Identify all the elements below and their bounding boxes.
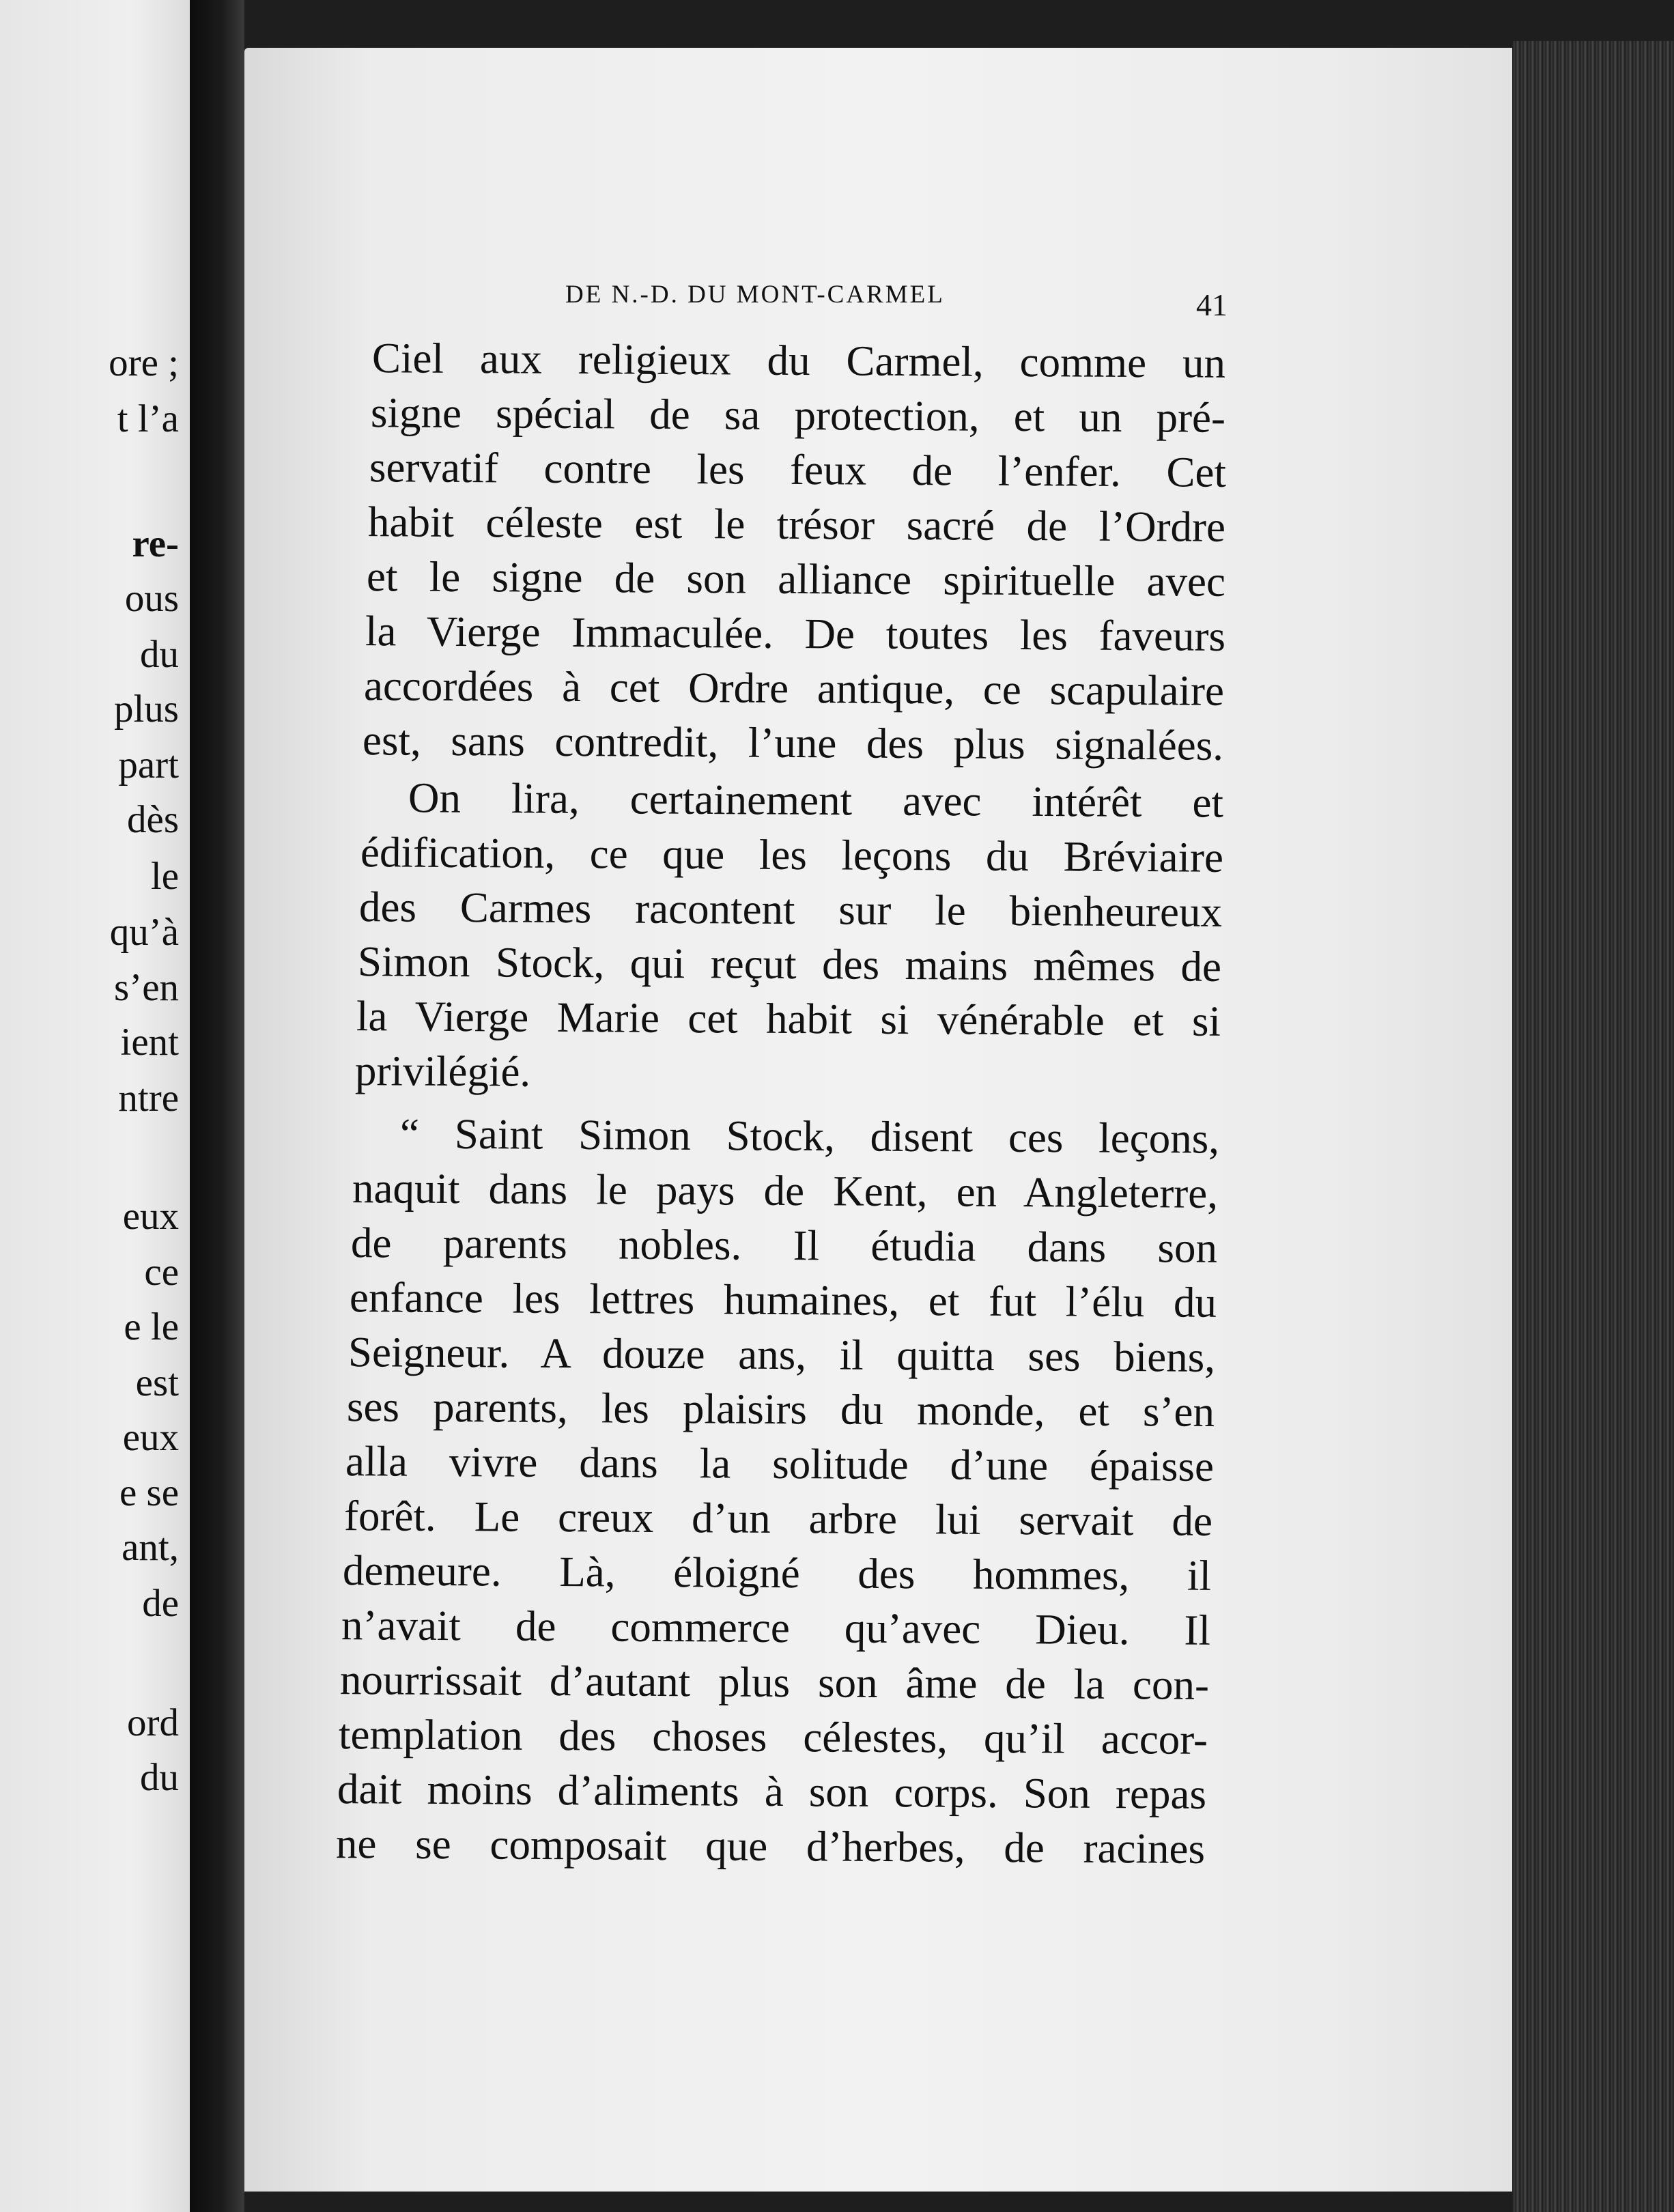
- text-line: ses parents, les plaisirs du monde, et s’en: [346, 1382, 1215, 1436]
- left-page-fragment: part: [118, 743, 179, 786]
- left-page-fragment: ant,: [122, 1526, 179, 1569]
- text-line: dait moins d’aliments à son corps. Son repas: [337, 1765, 1207, 1818]
- text-line: demeure. Là, éloigné des hommes, il: [342, 1546, 1212, 1600]
- left-page-fragment: du: [140, 1756, 179, 1799]
- left-page-fragment: le: [150, 855, 179, 898]
- left-page-fragment: e se: [119, 1471, 179, 1514]
- left-facing-page: [0, 0, 190, 2212]
- left-page-fragment: ord: [127, 1701, 179, 1744]
- text-line: n’avait de commerce qu’avec Dieu. Il: [341, 1601, 1211, 1654]
- left-page-fragment: ntre: [118, 1077, 179, 1120]
- left-page-fragment: re-: [132, 522, 179, 565]
- text-line: Ciel aux religieux du Carmel, comme un: [371, 334, 1226, 387]
- left-page-fragment: plus: [113, 687, 179, 731]
- left-page-fragment: est: [135, 1361, 179, 1404]
- text-line: édification, ce que les leçons du Bréviaire: [360, 828, 1224, 881]
- text-line: ne se composait que d’herbes, de racines: [335, 1819, 1206, 1873]
- left-page-fragment: du: [140, 633, 179, 676]
- text-line: signe spécial de sa protection, et un pré-: [370, 388, 1226, 442]
- text-line: Seigneur. A douze ans, il quitta ses biens,: [347, 1328, 1216, 1381]
- text-line: nourrissait d’autant plus son âme de la con-: [339, 1656, 1210, 1709]
- text-line: la Vierge Marie cet habit si vénérable et si: [356, 992, 1221, 1045]
- running-head: DE N.-D. DU MONT-CARMEL: [565, 281, 945, 309]
- text-line: privilégié.: [354, 1047, 531, 1096]
- text-line: est, sans contredit, l’une des plus signalées.: [362, 716, 1224, 769]
- left-page-fragment: ce: [144, 1251, 179, 1294]
- left-page-fragment: eux: [122, 1416, 179, 1459]
- left-page-fragment: ous: [124, 577, 179, 620]
- book-gutter: [190, 0, 244, 2212]
- left-page-fragment: de: [142, 1582, 179, 1625]
- left-page-fragment: eux: [122, 1195, 179, 1238]
- text-line: enfance les lettres humaines, et fut l’élu du: [349, 1273, 1217, 1327]
- left-page-fragment: s’en: [114, 966, 179, 1009]
- text-line: alla vivre dans la solitude d’une épaisse: [345, 1437, 1215, 1490]
- left-page-fragment: ient: [120, 1021, 179, 1064]
- text-line: templation des choses célestes, qu’il accor-: [338, 1710, 1208, 1763]
- left-page-fragment: t l’a: [117, 397, 179, 440]
- text-line: Simon Stock, qui reçut des mains mêmes de: [357, 937, 1222, 991]
- text-line: servatif contre les feux de l’enfer. Cet: [369, 443, 1227, 496]
- left-page-fragment: qu’à: [109, 911, 179, 954]
- text-line: des Carmes racontent sur le bienheureux: [358, 883, 1223, 936]
- text-line: habit céleste est le trésor sacré de l’Ordre: [367, 498, 1226, 551]
- text-line: On lira, certainement avec intérêt et: [408, 774, 1224, 827]
- page-block-edge: [1512, 41, 1674, 2212]
- text-line: de parents nobles. Il étudia dans son: [350, 1219, 1218, 1272]
- text-line: et le signe de son alliance spirituelle avec: [366, 552, 1226, 606]
- text-line: la Vierge Immaculée. De toutes les faveurs: [365, 607, 1226, 660]
- text-line: forêt. Le creux d’un arbre lui servait de: [343, 1492, 1213, 1545]
- text-line: naquit dans le pays de Kent, en Angleterre,: [352, 1164, 1219, 1217]
- text-line: accordées à cet Ordre antique, ce scapulaire: [363, 662, 1225, 715]
- text-line: “ Saint Simon Stock, disent ces leçons,: [399, 1109, 1220, 1163]
- left-page-fragment: dès: [127, 798, 179, 841]
- left-page-fragment: e le: [124, 1305, 179, 1348]
- left-page-fragment: ore ;: [109, 341, 179, 384]
- page-number: 41: [1196, 287, 1228, 322]
